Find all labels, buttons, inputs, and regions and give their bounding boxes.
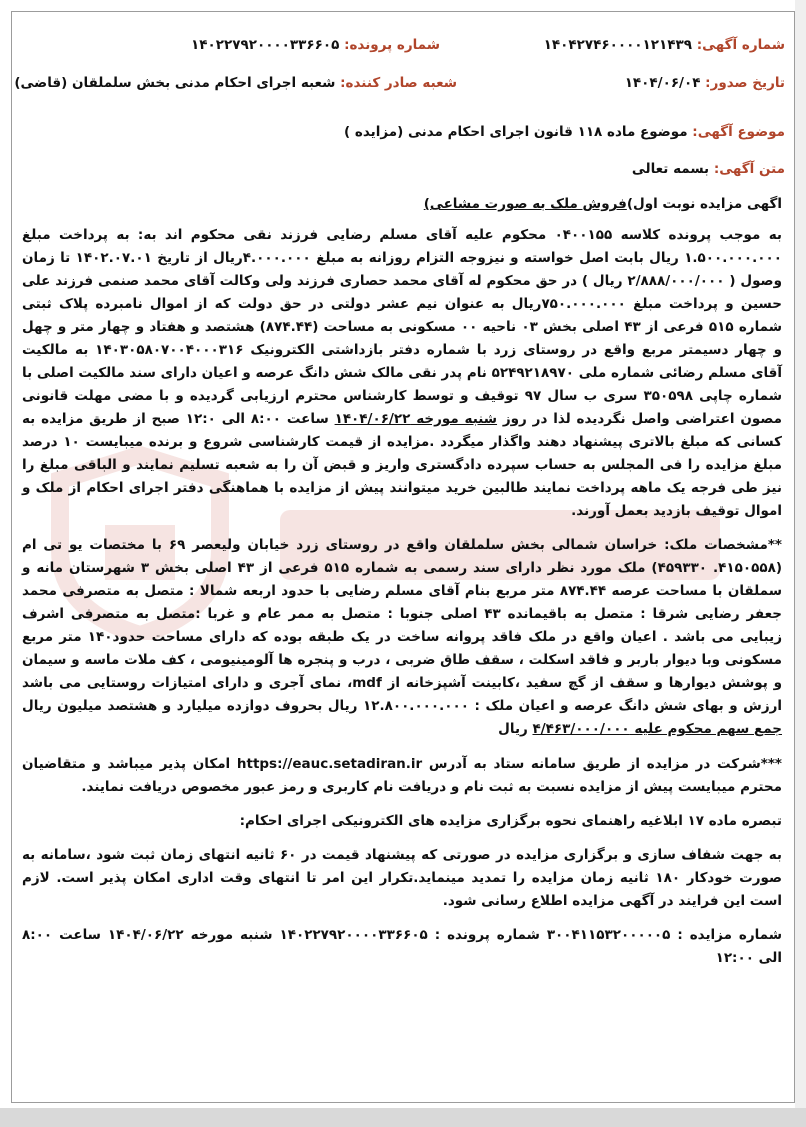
- paragraph-case-details: [22, 224, 782, 523]
- paragraph-setad-portal: ***شرکت در مزایده از طریق سامانه ستاد به آدرس https://eauc.setadiran.ir امکان پذیر میباشد و متقاضیان محترم میبایست پیش از مزایده نسبت به ثبت نام و دریافت نام کاربری و رمز عبور مخصوص دریافت نمایند.: [22, 756, 782, 795]
- issue-date-label: تاریخ صدور:: [705, 75, 785, 91]
- scroll-strip: [795, 0, 806, 1108]
- heading-prefix: اگهی مزایده نوبت اول): [626, 196, 782, 212]
- bottom-bar: [0, 1108, 806, 1127]
- p2-part-b: ریال: [498, 721, 528, 737]
- case-number: [191, 36, 440, 54]
- paragraph-property-specs: [22, 534, 782, 741]
- subject-label: موضوع آگهی:: [692, 124, 785, 140]
- issue-date-value: ۱۴۰۴/۰۶/۰۴: [624, 75, 701, 91]
- auction-heading: [22, 193, 782, 216]
- p2-part-a: **مشخصات ملک: خراسان شمالی بخش سلملقان واقع در روستای زرد خیابان ولیعصر ۶۹ با مختصات یو تی ام (۴۱۵۰۵۵۸. ۴۵۹۳۳۰) ملک مورد نظر دارای سند رسمی به شماره ۵۱۵ فرعی از ۴۳ اصلی بخش ۳ شهرستان مانه و سملقان با مساحت عرصه ۸۷۴.۴۴ متر مربع بنام آقای مسلم رضایی با حدود اربعه شمالا : متصل به متصرفی محمد جعفر رضایی شرقا : متصل به باقیمانده ۴۳ اصلی جنوبا : متصل به ممر عام و غربا :متصل به متصرفی اشرف زیبایی می باشد . اعیان واقع در ملک فاقد پروانه ساخت در یک طبقه بوده که دارای مساحت حدود۱۴۰ متر مربع مسکونی وبا دیوار باربر و فاقد اسکلت ، سقف طاق ضربی ، درب و پنجره ها آلومینیومی ، کف ملات ماسه و سیمان و پوشش دیوارها و سقف از گچ سفید ،کابینت آشپزخانه از mdf، نمای آجری و دارای امتیازات روستایی می باشد ارزش و بهای شش دانگ عرصه و اعیان ملک : ۱۲.۸۰۰.۰۰۰.۰۰۰ ریال بحروف دوازده میلیارد و هشتصد میلیون ریال: [22, 537, 782, 714]
- paragraph-auction-numbers: شماره مزایده : ۳۰۰۴۱۱۵۳۲۰۰۰۰۰۵ شماره پرونده : ۱۴۰۲۲۷۹۲۰۰۰۰۳۳۶۶۰۵ شنبه مورخه ۱۴۰۴/۰۶/۲۲ ساعت ۸:۰۰ الی ۱۲:۰۰: [22, 927, 783, 966]
- notice-text-heading: [632, 160, 785, 178]
- share-total: جمع سهم محکوم علیه ۴/۴۶۳/۰۰۰/۰۰۰: [532, 721, 782, 737]
- notice-body: [22, 193, 782, 970]
- text-label: متن آگهی:: [713, 161, 785, 177]
- issue-date: [625, 74, 785, 92]
- subject: [344, 123, 785, 141]
- text-opening: بسمه تعالی: [631, 161, 710, 177]
- issuer-value: شعبه اجرای احکام مدنی بخش سلملقان (قاضی): [14, 75, 336, 91]
- p1-part-b: ساعت ۸:۰۰ الی ۱۲:۰ صبح از طریق مزایده به کسانی که مبلغ بالاتری پیشنهاد دهند واگذار میگردد .مزایده از قیمت کارشناسی شروع و برنده میبایست ۱۰ درصد مبلغ مزایده را فی المجلس به حساب سپرده دادگستری واریز و قبض آن را به شعبه تسلیم نمایند و الباقی مبلغ را نیز طی فرجه یک ماهه پرداخت نمایند طالبین خرید میتوانند پیش از مزایده با هماهنگی دفتر اجرای احکام از ملک و اموال توقیف بازدید بعمل آورند.: [22, 411, 782, 519]
- p1-part-a: به موجب پرونده کلاسه ۰۴۰۰۱۵۵ محکوم علیه آقای مسلم رضایی فرزند نقی محکوم اند به: به پرداخت مبلغ ۱.۵۰۰.۰۰۰.۰۰۰ ریال بابت اصل خواسته و نیزوجه التزام روزانه به مبلغ ۴.۰۰۰.۰۰۰ریال از تاریخ ۱۴۰۲.۰۷.۰۱ تا زمان وصول ( ۲/۸۸۸/۰۰۰/۰۰۰ ریال ) در حق محکوم له آقای محمد حصاری فرزند ولی وکالت آقای محمد صنمی فرزند علی حسین و پرداخت مبلغ ۷۵۰.۰۰۰.۰۰۰ریال به عنوان نیم عشر دولتی در حق دولت که از اموال نامبرده پلاک ثبتی شماره ۵۱۵ فرعی از ۴۳ اصلی بخش ۰۳ ناحیه ۰۰ مسکونی به مساحت (۸۷۴.۴۴) هشتصد و هفتاد و چهار متر و چهل و چهار دسیمتر مربع واقع در روستای زرد با شماره دفتر بازداشتی الکترونیک ۱۴۰۳۰۵۸۰۷۰۰۴۰۰۰۳۱۶ به مالکیت آقای مسلم رضائی شماره ملی ۵۲۴۹۲۱۸۹۷۰ نام پدر نقی مالک شش دانگ عرصه و اعیان دارای سند مالکیت اصلی با شماره چاپی ۳۵۰۵۹۸ سری ب سال ۹۷ توقیف و توسط کارشناس محترم ارزیابی گردیده و با مضی مهلت قانونی مصون اعتراضی واصل نگردیده لذا در روز: [22, 227, 783, 427]
- paragraph-extension-rule: به جهت شفاف سازی و برگزاری مزایده در صورتی که پیشنهاد قیمت در ۶۰ ثانیه انتهای زمان ثبت شود ،سامانه به صورت خودکار ۱۸۰ ثانیه زمان مزایده را تمدید مینماید.تکرار این امر تا انتهای وقت اداری امکان پذیر است. لازم است این فرایند در آگهی مزایده اطلاع رسانی شود.: [22, 847, 782, 909]
- paragraph-note-title: تبصره ماده ۱۷ ابلاغیه راهنمای نحوه برگزاری مزایده های الکترونیکی اجرای احکام:: [239, 813, 782, 829]
- case-number-label: شماره پرونده:: [344, 37, 440, 53]
- heading-underlined: فروش ملک به صورت مشاعی): [423, 196, 627, 212]
- subject-value: موضوع ماده ۱۱۸ قانون اجرای احکام مدنی (مزایده ): [344, 124, 688, 140]
- case-number-value: ۱۴۰۲۲۷۹۲۰۰۰۰۳۳۶۶۰۵: [191, 37, 340, 53]
- ad-number-label: شماره آگهی:: [696, 37, 785, 53]
- auction-date: شنبه مورخه ۱۴۰۴/۰۶/۲۲: [334, 411, 498, 427]
- ad-number: [544, 36, 785, 54]
- issuer: [14, 74, 457, 92]
- ad-number-value: ۱۴۰۴۲۷۴۶۰۰۰۰۱۲۱۴۳۹: [543, 37, 692, 53]
- issuer-label: شعبه صادر کننده:: [340, 75, 457, 91]
